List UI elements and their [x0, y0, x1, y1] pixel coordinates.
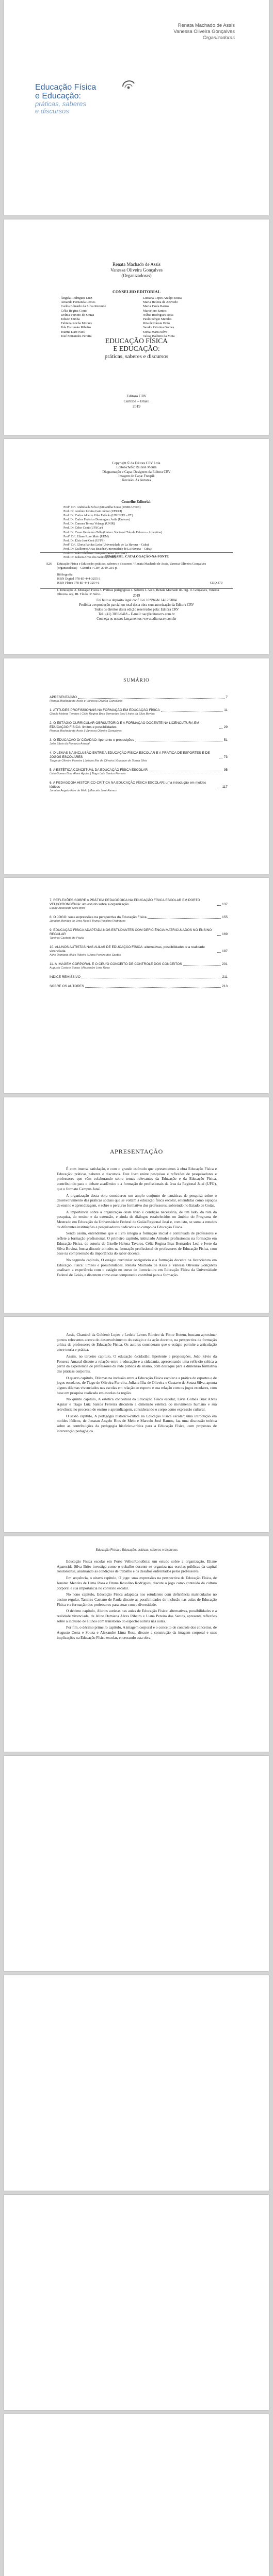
toc-item[interactable] [50, 975, 228, 979]
catalog-top-rule [40, 552, 233, 553]
cover-subtitle-line: e discursos [35, 107, 69, 115]
editorial-member: Prof. Dr. Élsio José Corá (UFFS) [63, 539, 105, 543]
council-member: Rita de Cássia Brito [143, 321, 170, 326]
presentation-text [57, 1166, 217, 1279]
title-page-authors [4, 262, 269, 279]
title-page-author: Renata Machado de Assis [113, 262, 160, 267]
catalog-line: ISBN Digital 978-85-444-3255-3 [57, 577, 101, 581]
editorial-member: Prof. Dr. Antônio Pereira Gaio Júnior (UFRRJ) [63, 510, 122, 514]
toc-text: 11. A IMAGEM CORPORAL E O CEU/O CONCEITO DE CONTROLE DOS CONCEITOS [50, 962, 182, 966]
council-list [61, 296, 216, 338]
cover-page [4, 0, 269, 215]
toc-leader [78, 698, 224, 699]
toc-text: APRESENTAÇÃO [50, 696, 77, 699]
toc-text: SOBRE OS AUTORES [50, 985, 84, 988]
toc-author: Renata Machado de Assis e Vanessa Oliveira Gonçalves [50, 700, 123, 703]
title-page-title-line: E EDUCAÇÃO: [113, 345, 160, 352]
editorial-member: Profª. Drª. Eliane Rose Maio (UEM) [63, 535, 109, 538]
catalog-line: Bibliografia [57, 573, 73, 577]
council-member: Edison Cunha [61, 317, 80, 321]
toc-text: 8. O JOGO: suas expressões na perspectiva da Educação Física [50, 916, 147, 919]
council-member: Carlos Eduardo da Silva Rezende [61, 304, 106, 309]
toc-text: 1. ATITUDES PROFISSIONAIS NA FORMAÇÃO EM EDUCAÇÃO FÍSICA [50, 708, 160, 712]
council-member: Sonia Maria Silva [143, 330, 167, 334]
council-member: Núbia Rodrigues Rosa [143, 313, 173, 317]
copyright-footer [4, 594, 269, 621]
paragraph: Educação Física escolar em Porto Velho/Rondônia: um estudo sobre a organização, Eliane Aparecida Silva Brito investiga como o trabalho docente se organiza nas escolas públicas da capital rondoniense, analisando as condições de trabalho e os desafios enfrentados pelos professores. [57, 1559, 217, 1574]
toc-item[interactable] [50, 696, 228, 703]
council-member: Célia Regina Couto [61, 309, 88, 313]
paragraph: É com imensa satisfação, e com o grande estímulo que apresentamos à obra Educação Física e Educação: práticas, saberes e discursos. Este livro reúne pesquisas e reflexões de pesquisadores e professores que vêm colaborando sobre temas relevantes da Educação e da Educação Física, contribuindo para o debate acadêmico e a formação de profissionais da área da Regional Jataí (UFG), que o formato Campus Jataí. [57, 1166, 217, 1191]
toc-author: Tamires Caetano de Paula [50, 937, 84, 940]
presentation-title: APRESENTAÇÃO [109, 1148, 164, 1155]
presentation-page-2 [4, 1317, 269, 1532]
toc-text: 9. EDUCAÇÃO FÍSICA ADAPTADA NOS ESTUDANTES COM DEFICIÊNCIA MATRICULADOS NO ENSINO REGULAR [50, 928, 212, 936]
toc-author: Giselle Helena Tavares | Célia Regina Bras Bernardes Leal | Ivete da Silva Bovina [50, 713, 155, 716]
imprint-line: Editora CRV [126, 394, 147, 398]
toc-text: 5. A ESTÉTICA CONCETUAL DA EDUCAÇÃO FÍSICA ESCOLAR [50, 768, 148, 772]
summary-page [4, 658, 269, 874]
toc-page: 29 [223, 725, 228, 729]
editorial-member: Profª. Drª. Andréia da Silva Quintanilha Sousa (UNIR/UFRN) [63, 506, 141, 509]
toc-text: 2. O ESTÁGIO CURRICULAR OBRIGATÓRIO E A FORMAÇÃO DOCENTE NA LICENCIATURA EM EDUCAÇÃO FÍSICA: limites e possibilidades [50, 721, 199, 729]
blank-page [4, 2195, 269, 2410]
toc-item[interactable] [50, 962, 228, 970]
toc-text: 6. A PEDAGOGIA HISTÓRICO-CRÍTICA NA EDUCAÇÃO FÍSICA ESCOLAR: uma introdução em moldes lúdicos [50, 781, 206, 789]
toc-leader [148, 918, 221, 919]
catalog-bottom-rule [40, 588, 233, 589]
cover-title-line: e Educação: [35, 92, 81, 100]
copyright-page [4, 439, 269, 654]
credit-line: Diagramação e Capa: Designers da Editora CRV [102, 470, 171, 474]
council-member: Taíssa Balbino da Mota [143, 334, 175, 338]
cover-subtitle-line: práticas, saberes [35, 100, 86, 108]
imprint-line: 2019 [133, 404, 140, 409]
toc-leader [217, 935, 221, 936]
toc-item[interactable] [50, 985, 228, 989]
editorial-council-heading: Conselho Editorial: [121, 500, 152, 504]
toc-page: 7 [226, 696, 228, 699]
toc-page: 95 [223, 768, 228, 772]
toc-text: 10. ALUNOS AUTISTAS NAS AULAS DE EDUCAÇÃO FÍSICA: alternativas, possibilidades e a realidade vivenciada [50, 945, 205, 953]
council-heading: CONSELHO EDITORIAL [113, 290, 160, 294]
credit-line: Revisão: As Autoras [122, 479, 151, 483]
toc-page: 169 [222, 933, 228, 936]
toc-item[interactable] [50, 721, 228, 733]
running-head: Educação Física e Educação: práticas, saberes e discursos [95, 1549, 178, 1552]
council-member: Sandra Cristina Gomes [143, 326, 174, 330]
toc-item[interactable] [50, 928, 228, 940]
council-member: Luciana Lopes Araújo Sousa [143, 296, 182, 300]
toc-text: ÍNDICE REMISSIVO [50, 975, 81, 979]
summary-title: SUMÁRIO [123, 678, 150, 683]
toc-item[interactable] [50, 916, 228, 923]
toc-page: 211 [222, 975, 228, 979]
toc-item[interactable] [50, 738, 228, 746]
cover-author: Vanessa Oliveira Gonçalves [173, 29, 235, 35]
footer-line: Proibida a reprodução parcial ou total desta obra sem autorização da Editora CRV [79, 603, 194, 607]
toc-item[interactable] [50, 768, 228, 776]
toc-page: 201 [222, 962, 228, 966]
catalog-title: CIP-BRASIL. CATALOGAÇÃO-NA-FONTE [105, 555, 169, 558]
presentation-page [4, 1097, 269, 1313]
toc-item[interactable] [50, 899, 228, 910]
cover-title-line: Educação Física [35, 83, 97, 92]
blank-page [4, 1975, 269, 2191]
toc-item[interactable] [50, 781, 228, 793]
toc-author: Renata Machado de Assis | Vanessa Oliveira Gonçalves [50, 730, 122, 733]
paragraph: O décimo capítulo, Alunos autistas nas aulas de Educação Física: alternativas, possibilidades e a realidade vivenciada, de Aline Damiana Alves Ribeiro e Liana Pereira dos Santos, apresenta reflexões sobre a inclusão de alunos com transtorno do espectro autista nas aulas. [57, 1608, 217, 1623]
presentation-text [57, 1332, 217, 1435]
editorial-member: Prof. Dr. Jailson Alves dos Santos (UFRJ) [63, 556, 116, 560]
council-member: Joanna Darc Paes [61, 330, 85, 334]
catalog-cdd: CDD 370 [210, 581, 222, 585]
paragraph: A importância sobre a organização deste livro é condição necessária, de um lado, da rota da pesquisa, do ensino e da extensão, e ainda de diálogos estabelecidos no âmbito do Programa de Mestrado em Educação da Universidade Federal de Goiás/Regional Jataí e, com isto, se soma a estudos de diferentes instituições e pesquisadores dedicados ao campo da Educação Física. [57, 1209, 217, 1229]
toc-leader [217, 952, 221, 953]
toc-page: 213 [222, 985, 228, 988]
catalog-line: Educação Física e Educação: práticas, saberes e discursos / Renata Machado de Assis, Vanessa Oliveira Gonçalves (organizadoras) – Curitiba : CRV, 2019. 216 p. [57, 562, 206, 570]
cover-author: Renata Machado de Assis [178, 23, 235, 28]
toc-author: Tiago de Oliveira Ferreira | Juliana Ilha de Oliveira | Gustavo de Souza Silva [50, 759, 147, 762]
paragraph: No nono capítulo, Educação Física adaptada nos estudantes com deficiência matriculados no ensino regular, Tamires Caetano de Paula discute as possibilidades de inclusão nas aulas de Educação Física e a formação dos professores para atuar com a diversidade. [57, 1592, 217, 1607]
presentation-text [57, 1559, 217, 1642]
editorial-member: Prof. Dr. Guillermo Arias Beatón (Universidade de La Havana – Cuba) [63, 547, 152, 551]
credit-line: Imagem de Capa: Freepik [118, 474, 155, 478]
footer-line: Todos os direitos desta edição reservados pela: Editora CRV [94, 608, 179, 612]
council-member: Maria Helena de Azevedo [143, 300, 178, 304]
paragraph: Assim, no terceiro capítulo, O educação ó/cidadão: lipertente e proposições, João Sávio da Fonseca Amaral discute a relação entre a educação e a cidadania, apresentando uma reflexão crítica a partir da experiência de professores da rede pública de ensino, com destaque para a dimensão formativa das práticas corporais. [57, 1353, 217, 1374]
toc-page: 137 [222, 903, 228, 906]
presentation-page-3 [4, 1536, 269, 1752]
council-member: Ilda Fortunato Ribeiro [61, 326, 91, 330]
paragraph: Sendo assim, entendemos que o livro integra a formação inicial e continuada de professores e reflete a formação profissional. O primeiro capítulo, intitulado Atitudes profissionais na formação em Educação Física, de autoria de Giselle Helena Tavares, Célia Regina Bras Bernardes Leal e Ivete da Silva Bovina, busca discutir atitudes na formação profissional de professores de Educação Física, com base na compreensão da importância do saber docente. [57, 1231, 217, 1256]
council-member: José Fernandes Pereira [61, 334, 92, 338]
toc-author: João Sávio da Fonseca Amaral [50, 742, 90, 745]
blank-page [4, 2414, 269, 2576]
title-page-organizers: (Organizadoras) [121, 273, 152, 278]
cover-organizers: Organizadoras [202, 35, 235, 41]
summary-page-continued [4, 878, 269, 1093]
copyright-credits [4, 462, 269, 483]
imprint-line: Curitiba – Brasil [123, 399, 150, 403]
editorial-member: Prof. Dr. João Adalberto Campato Junior (UNESP) [63, 552, 127, 555]
toc-text: 4. DILEMAS NA INCLUSÃO ENTRE A EDUCAÇÃO FÍSICA ESCOLAR E A PRÁTICA DE ESPORTES E DE JOGOS ESCOLARES [50, 751, 210, 759]
cover-title-block [35, 83, 96, 115]
title-page-imprint [4, 394, 269, 409]
editorial-member: Prof. Dr. Carlos Federico Dominguez Avila (Unieuro) [63, 518, 131, 522]
council-member: Marcelino Santos [143, 309, 167, 313]
paragraph: O sexto capítulo, A pedagogia histórico-crítica na Educação Física escolar: uma introdução em moldes lúdicos, de Jonatan Angelo Rios de Melo e Marcelo José Ramos, faz uma discussão teórica sobre as contribuições da pedagogia histórico-crítica para a Educação Física, com propostas de intervenção pedagógica. [57, 1413, 217, 1433]
paragraph: Por fim, o décimo primeiro capítulo, A imagem corporal e o conceito de controle dos conceitos, de Augusto Costa e Souza e Alexandre Lima Rosa, discute a construção da imagem corporal e suas implicações na Educação Física escolar, encerrando esta obra. [57, 1625, 217, 1640]
toc-list [50, 899, 228, 994]
paragraph: No segundo capítulo, O estágio curricular obrigatório e a formação docente na licenciatura em Educação Física: limites e possibilidades, Renata Machado de Assis e Vanessa Oliveira Gonçalves analisam a experiência com o estágio no curso de licenciatura em Educação Física da Universidade Federal de Goiás, e discutem como esse componente contribui para a formação. [57, 1257, 217, 1278]
credit-line: Copyright © da Editora CRV Ltda. [111, 462, 162, 465]
toc-author: Eliane Aparecida Silva Brito [50, 907, 85, 910]
catalog-line: 1. Educação. 2. Educação Física 3. Práticas pedagógicas 4. Saberes I. Assis, Renata Machado de. org. II. Gonçalves, Vanessa Oliveira. org. III. Título IV. Série. [57, 588, 219, 596]
title-page-title-line: EDUCAÇÃO FÍSICA [105, 337, 168, 345]
credit-line: Editor-chefe: Railson Moura [116, 466, 157, 470]
council-member: Fabiana Rocha Moraes [61, 321, 92, 326]
paragraph: Assis, Chambel da Goldenb Lopes e Letícia Lemes Ribeiro da Fonte Botem, buscam aproximar pontos relevantes acerca do desenvolvimento do estágio e da ação docente, na perspectiva da formação crítica de professores de Educação Física. Os autores consideram que o estágio permite a articulação entre teoria e prática. [57, 1332, 217, 1352]
editorial-member: Profª. Drª. Gloria Fariñas León (Universidade de La Havana – Cuba) [63, 543, 149, 547]
title-page-author: Vanessa Oliveira Gonçalves [110, 267, 163, 273]
toc-leader [217, 905, 221, 906]
catalog-line: ISBN Físico 978-85-444-3254-6 [57, 581, 100, 585]
toc-author: Jonatan Mendes de Lima Rosa | Bruna Rosolino Rodrigues [50, 920, 126, 923]
council-member: Delma Peixoto de Souza [61, 313, 94, 317]
toc-page: 73 [223, 755, 228, 759]
paragraph: A organização desta obra considerou um amplo conjunto de temáticas de pesquisa sobre o desenvolvimento das práticas sociais que se voltam à educação física escolar, entendidas como espaços de ensino e aprendizagem, e sobre o percurso formativo dos professores, sobretudo no Estado de Goiás. [57, 1193, 217, 1208]
toc-leader [85, 987, 221, 988]
council-member: Maria Paula Barros [143, 304, 169, 309]
paragraph: O quarto capítulo, Dilemas na inclusão entre a Educação Física escolar e a prática de esportes e de jogos escolares, de Tiago de Oliveira Ferreira, Juliana Ilha de Oliveira e Gustavo de Souza Silva, aponta alguns dilemas vivenciados nas escolas em relação ao esporte e sua relação com os jogos escolares, com base em pesquisa realizada em escolas da região. [57, 1375, 217, 1395]
toc-author: Augusto Costa e Souza | Alexandre Lima Rosa [50, 967, 110, 970]
toc-text: 3. O EDUCAÇÃO Ó/ CIDADÃO: lipertente e proposições [50, 738, 134, 742]
toc-item[interactable] [50, 751, 228, 763]
toc-page: 187 [222, 950, 228, 953]
toc-author: Lívia Gomes Braz Alves Aguiar | Tiago Luiz Santos Ferreira [50, 772, 126, 775]
editorial-member: Prof. Dr. Celso Conti (UFSCar) [63, 527, 103, 530]
publisher-logo-icon [121, 77, 136, 91]
editorial-member: Prof. Dr. Cesar Gerónimo Tello (Univer. Nacional Três de Febrero – Argentina) [63, 531, 162, 534]
editorial-member: Prof. Dr. Carlos Alberto Vilar Estêvão (UMINHO – PT) [63, 514, 133, 518]
toc-author: Jonatan Angelo Rios de Melo | Marcelo José Ramos [50, 789, 117, 792]
toc-author: Aline Damiana Alves Ribeiro | Liana Pereira dos Santos [50, 954, 121, 957]
toc-text: 7. REFLEXÕES SOBRE A PRÁTICA PEDAGÓGICA NA EDUCAÇÃO FÍSICA ESCOLAR EM PORTO VELHO/RONDÔNIA: um estudo sobre a organização [50, 899, 200, 906]
toc-page: 117 [222, 785, 228, 789]
toc-item[interactable] [50, 945, 228, 957]
blank-page [4, 1756, 269, 1971]
footer-line: Foi feito o depósito legal conf. Lei 10.994 de 14/12/2004 [96, 599, 177, 602]
title-page-title [4, 337, 269, 352]
footer-line: Conheça os nossos lançamentos: www.editoracrv.com.br [97, 617, 176, 621]
paragraph: Em sequência, o oitavo capítulo, O jogo: suas expressões na perspectiva da Educação Física, de Jonatan Mendes de Lima Rosa e Bruna Rosolino Rodrigues, discute o jogo como conteúdo da cultura corporal e sua importância no contexto escolar. [57, 1575, 217, 1590]
title-page [4, 219, 269, 435]
toc-page: 11 [224, 708, 228, 712]
paragraph: No quinto capítulo, A estética conceitual da Educação Física escolar, Lívia Gomes Braz Alves Aguiar e Tiago Luiz Santos Ferreira discutem a dimensão estética do movimento humano e sua relevância no processo de ensino e aprendizagem, considerando o corpo como expressão cultural. [57, 1397, 217, 1412]
catalog-record [46, 555, 227, 599]
toc-page: 51 [223, 738, 228, 742]
council-member: Paulo Sérgio Mendes [143, 317, 172, 321]
toc-list [50, 696, 228, 798]
footer-line: Tel.: (41) 3039-6418 – E-mail: sac@editoracrv.com.br [98, 613, 175, 616]
catalog-code: E26 [46, 562, 52, 566]
cover-authors [173, 23, 235, 41]
toc-item[interactable] [50, 708, 228, 716]
council-member: Amanda Fernanda Lemes [61, 300, 95, 304]
editorial-member: Prof. Dr. Carmen Tereza Velanga (UNIR) [63, 522, 115, 526]
footer-line: 2019 [133, 594, 140, 598]
toc-page: 155 [222, 916, 228, 919]
title-page-subtitle: práticas, saberes e discursos [104, 353, 169, 360]
council-member: Ângela Rodrigues Luiz [61, 296, 92, 300]
